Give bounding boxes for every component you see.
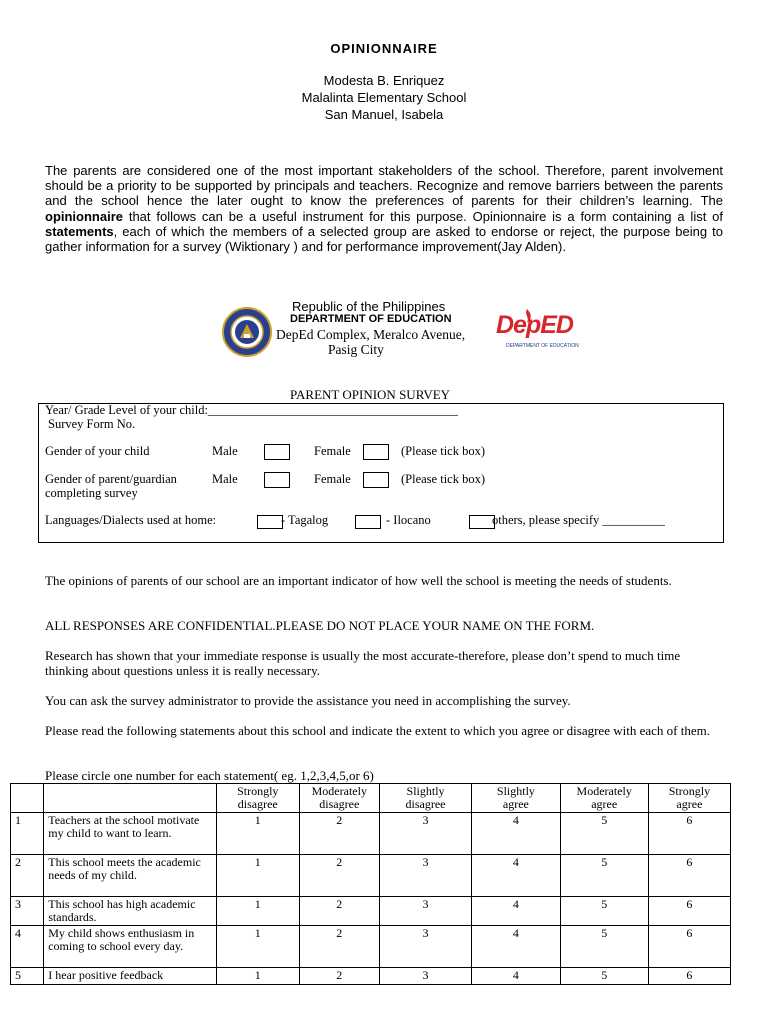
rating-option[interactable]: 2 [299,968,379,985]
row-number: 2 [11,855,44,897]
row-statement: Teachers at the school motivate my child to want to learn. [44,813,216,855]
republic-label: Republic of the Philippines [292,299,446,314]
deped-logo-subtext: DEPARTMENT OF EDUCATION [506,343,579,349]
deped-logo [494,305,579,355]
gender-child-label: Gender of your child [45,444,150,458]
document-title: OPINIONNAIRE [330,41,438,56]
gender-parent-label-1: Gender of parent/guardian [45,472,177,486]
author-block [0,72,768,123]
rating-option[interactable]: 5 [560,968,648,985]
row-number: 5 [11,968,44,985]
address-line-1: DepEd Complex, Meralco Avenue, [276,327,466,342]
header-slightly-disagree: Slightly disagree [379,784,471,813]
row-statement: I hear positive feedback [44,968,216,985]
header-moderately-disagree: Moderately disagree [299,784,379,813]
rating-option[interactable]: 2 [299,926,379,968]
rating-option[interactable]: 4 [472,855,560,897]
author-name: Modesta B. Enriquez [323,73,445,88]
table-row [11,855,731,897]
header-statement-cell [44,784,216,813]
rating-option[interactable]: 4 [472,968,560,985]
rating-option[interactable]: 2 [299,897,379,926]
header-strongly-disagree: Strongly disagree [216,784,299,813]
year-grade-field[interactable]: Year/ Grade Level of your child:________________________________________ [45,403,458,417]
rating-option[interactable]: 3 [379,897,471,926]
instruction-paragraph-5: Please read the following statements about this school and indicate the extent to which you agree or disagree with each of them. [45,723,710,738]
rating-option[interactable]: 1 [216,855,299,897]
rating-option[interactable]: 6 [648,897,730,926]
row-statement: This school has high academic standards. [44,897,216,926]
lang-tagalog-label: - Tagalog [281,513,329,527]
gender-parent-male-label: Male [212,472,238,486]
rating-option[interactable]: 3 [379,813,471,855]
department-label: DEPARTMENT OF EDUCATION [290,313,452,325]
instruction-paragraph-1: The opinions of parents of our school are an important indicator of how well the school is meeting the needs of students. [45,573,672,588]
gender-parent-male-checkbox[interactable] [264,472,290,488]
table-row [11,968,731,985]
rating-option[interactable]: 3 [379,926,471,968]
intro-part-1: The parents are considered one of the most important stakeholders of the school. Therefore, parent involvement should be a priority to be supported by principals and teachers. Recognize and remove barriers between the parents and the school hence the later ought to know the preferences of parents for their children’s learning. The [45,163,723,209]
rating-option[interactable]: 6 [648,855,730,897]
address-line-2: Pasig City [328,342,384,357]
gender-child-male-label: Male [212,444,238,458]
rating-option[interactable]: 1 [216,813,299,855]
row-number: 4 [11,926,44,968]
row-statement: This school meets the academic needs of my child. [44,855,216,897]
languages-label: Languages/Dialects used at home: [45,513,217,527]
gender-child-male-checkbox[interactable] [264,444,290,460]
rating-table [10,783,731,985]
instruction-paragraph-6: Please circle one number for each statement( eg. 1,2,3,4,5,or 6) [45,768,374,783]
gender-parent-female-checkbox[interactable] [363,472,389,488]
table-row [11,926,731,968]
header-strongly-agree: Strongly agree [648,784,730,813]
gender-child-female-label: Female [314,444,351,458]
deped-seal-icon [222,307,272,357]
rating-option[interactable]: 2 [299,855,379,897]
gender-parent-tick-note: (Please tick box) [401,472,486,486]
intro-part-2: that follows can be a useful instrument for this purpose. Opinionnaire is a form containing a list of [123,208,723,224]
rating-option[interactable]: 6 [648,968,730,985]
lang-tagalog-checkbox[interactable] [257,515,283,529]
intro-bold-statements: statements [45,223,114,239]
author-school: Malalinta Elementary School [301,90,467,105]
intro-part-3: , each of which the members of a selected group are asked to endorse or reject, the purpose being to gather information for a survey (Wiktionary ) and for performance improvement(Jay Alden). [45,223,723,255]
row-number: 3 [11,897,44,926]
table-row [11,813,731,855]
survey-form-no: Survey Form No. [48,417,136,431]
intro-paragraph [45,163,723,254]
rating-option[interactable]: 3 [379,968,471,985]
deped-logo-text: DepED [496,311,573,339]
rating-option[interactable]: 3 [379,855,471,897]
rating-option[interactable]: 2 [299,813,379,855]
rating-option[interactable]: 5 [560,926,648,968]
header-moderately-agree: Moderately agree [560,784,648,813]
gender-parent-female-label: Female [314,472,351,486]
header-slightly-agree: Slightly agree [472,784,560,813]
rating-option[interactable]: 6 [648,813,730,855]
lang-ilocano-label: - Ilocano [386,513,431,527]
rating-option[interactable]: 1 [216,968,299,985]
rating-option[interactable]: 5 [560,813,648,855]
lang-others-label: others, please specify __________ [492,513,665,527]
intro-bold-opinionnaire: opinionnaire [45,208,123,224]
gender-parent-label-2: completing survey [45,486,138,500]
rating-option[interactable]: 5 [560,897,648,926]
instruction-confidential: ALL RESPONSES ARE CONFIDENTIAL.PLEASE DO NOT PLACE YOUR NAME ON THE FORM. [45,618,595,633]
row-statement: My child shows enthusiasm in coming to school every day. [44,926,216,968]
rating-option[interactable]: 6 [648,926,730,968]
rating-header-row [11,784,731,813]
rating-option[interactable]: 1 [216,926,299,968]
rating-option[interactable]: 1 [216,897,299,926]
author-location: San Manuel, Isabela [324,107,444,122]
survey-title: PARENT OPINION SURVEY [290,387,451,402]
gender-child-tick-note: (Please tick box) [401,444,486,458]
rating-option[interactable]: 4 [472,926,560,968]
instruction-paragraph-4: You can ask the survey administrator to provide the assistance you need in accomplishing the survey. [45,693,571,708]
header-num-cell [11,784,44,813]
row-number: 1 [11,813,44,855]
rating-option[interactable]: 4 [472,813,560,855]
lang-ilocano-checkbox[interactable] [355,515,381,529]
gender-child-female-checkbox[interactable] [363,444,389,460]
table-row [11,897,731,926]
instruction-paragraph-3: Research has shown that your immediate response is usually the most accurate-therefore, please don’t spend to much time thinking about questions unless it is really necessary. [45,648,681,678]
rating-option[interactable]: 4 [472,897,560,926]
rating-option[interactable]: 5 [560,855,648,897]
